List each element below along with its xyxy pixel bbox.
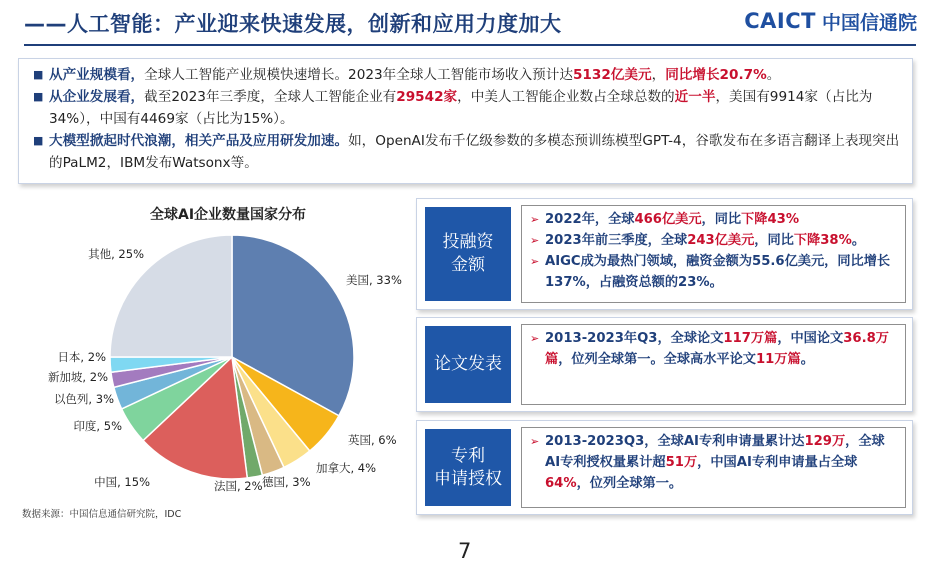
square-bullet-icon: ■	[33, 134, 44, 147]
summary-box	[18, 58, 913, 184]
card-label-line: 投融资	[442, 232, 494, 252]
arrow-bullet-icon: ➢	[530, 213, 540, 226]
bullet-text: 。	[766, 67, 781, 83]
arrow-bullet-icon: ➢	[530, 435, 540, 448]
card-label-line: 申请授权	[434, 468, 502, 489]
pie-label-4: 法国, 2%	[214, 479, 263, 492]
summary-bullet-enterprise	[33, 86, 900, 130]
summary-bullet-industry	[33, 64, 900, 86]
bullet-text: ，中美人工智能企业数占全球总数的	[457, 89, 675, 105]
card-patents	[416, 420, 913, 515]
pie-label-3: 德国, 3%	[262, 475, 311, 489]
card-text: 。	[800, 352, 814, 367]
slide-title: ——人工智能：产业迎来快速发展，创新和应用力度加大	[24, 12, 562, 36]
card-text: AIGC成为最热门领域，融资金额为55.6亿美元，同比增长137%，占融资总额的23%。	[545, 254, 891, 290]
pie-label-2: 加拿大, 4%	[316, 461, 377, 475]
pie-label-7: 以色列, 3%	[53, 392, 114, 406]
card-label-papers	[425, 326, 511, 403]
pie-label-8: 新加坡, 2%	[47, 370, 108, 384]
highlight-value: 36.8万篇	[545, 331, 889, 367]
highlight-value: 64%	[545, 476, 577, 491]
pie-label-5: 中国, 15%	[94, 475, 150, 489]
highlight-value: 同比增长20.7%	[665, 67, 767, 83]
page-number: 7	[458, 539, 472, 563]
highlight-value: 5132亿美元	[572, 67, 652, 83]
card-bullet	[530, 328, 899, 370]
card-text: ，位列全球第一。全球高水平论文	[558, 352, 756, 367]
highlight-value: 129万	[804, 434, 846, 449]
card-label-line: 金额	[451, 255, 485, 275]
card-label-patents	[425, 429, 511, 506]
highlight-value: 29542家	[396, 89, 458, 105]
card-text: ，全球AI专利授权量累计超	[545, 434, 885, 470]
highlight-value: 117万篇	[723, 331, 778, 346]
arrow-bullet-icon: ➢	[530, 234, 540, 247]
card-text: ，中国论文	[777, 331, 844, 346]
card-investment	[416, 198, 913, 310]
card-text: ，同比	[701, 212, 742, 227]
arrow-bullet-icon: ➢	[530, 332, 540, 345]
card-bullet	[530, 209, 899, 230]
pie-label-10: 其他, 25%	[88, 247, 144, 261]
card-text: 2023年前三季度，全球	[545, 233, 688, 248]
card-body-papers	[521, 324, 906, 405]
card-papers	[416, 317, 913, 412]
card-bullet	[530, 251, 899, 293]
card-body-investment	[521, 205, 906, 303]
bullet-text: 如，OpenAI发布千亿级参数的多模态预训练模型GPT-4，谷歌发布在多语言翻译上表现突出的PaLM2，IBM发布Watsonx等。	[49, 133, 900, 171]
card-bullet	[530, 431, 899, 494]
bullet-heading: 大模型掀起时代浪潮，相关产品及应用研发加速。	[49, 133, 349, 149]
title-divider	[24, 44, 916, 46]
card-bullet-text	[545, 251, 899, 293]
card-text: 2013-2023年Q3，全球论文	[545, 331, 724, 346]
card-text: 2022年，全球	[545, 212, 635, 227]
card-text: ，位列全球第一。	[576, 476, 683, 491]
card-body-patents	[521, 427, 906, 508]
highlight-value: 下降43%	[741, 212, 800, 227]
card-bullet-text	[545, 431, 899, 494]
bullet-heading: 从企业发展看，	[49, 89, 145, 105]
highlight-value: 466亿美元	[634, 212, 702, 227]
highlight-value: 下降38%	[793, 233, 852, 248]
card-text: 。	[851, 233, 865, 248]
highlight-value: 11万篇	[756, 352, 801, 367]
logo-chinese-text: 中国信通院	[821, 11, 917, 34]
card-text: ，中国AI专利申请量占全球	[697, 455, 858, 470]
card-text: ，同比	[754, 233, 794, 248]
card-label-line: 专利	[451, 445, 485, 466]
pie-chart-title: 全球AI企业数量国家分布	[150, 207, 307, 223]
highlight-value: 243亿美元	[687, 233, 755, 248]
square-bullet-icon: ■	[33, 90, 44, 103]
bullet-text: 全球人工智能产业规模快速增长。2023年全球人工智能市场收入预计达	[144, 67, 573, 83]
card-bullet	[530, 230, 899, 251]
pie-chart	[30, 222, 410, 492]
bullet-heading: 从产业规模看，	[49, 67, 145, 83]
logo-caict-text: CAICT	[744, 9, 816, 33]
caict-logo	[744, 6, 917, 36]
highlight-value: 近一半	[674, 89, 716, 105]
bullet-text: 截至2023年三季度，全球人工智能企业有	[144, 89, 397, 105]
highlight-value: 51万	[665, 455, 698, 470]
bullet-text: ，	[651, 67, 666, 83]
arrow-bullet-icon: ➢	[530, 255, 540, 268]
pie-label-1: 英国, 6%	[348, 433, 397, 447]
card-bullet-text	[545, 328, 899, 370]
pie-label-9: 日本, 2%	[57, 350, 106, 364]
card-bullet-text	[545, 209, 899, 230]
data-source-note: 数据来源：中国信息通信研究院，IDC	[22, 509, 182, 520]
square-bullet-icon: ■	[33, 68, 44, 81]
summary-bullet-large-models	[33, 130, 900, 174]
pie-label-6: 印度, 5%	[73, 419, 122, 433]
card-label-investment	[425, 207, 511, 301]
bullet-text: ，美国有9914家（占比为34%），中国有4469家（占比为15%）。	[49, 89, 873, 127]
card-text: 2013-2023Q3，全球AI专利申请量累计达	[545, 434, 805, 449]
card-bullet-text	[545, 230, 899, 251]
pie-label-0: 美国, 33%	[346, 273, 402, 287]
card-label-line: 论文发表	[434, 354, 502, 374]
